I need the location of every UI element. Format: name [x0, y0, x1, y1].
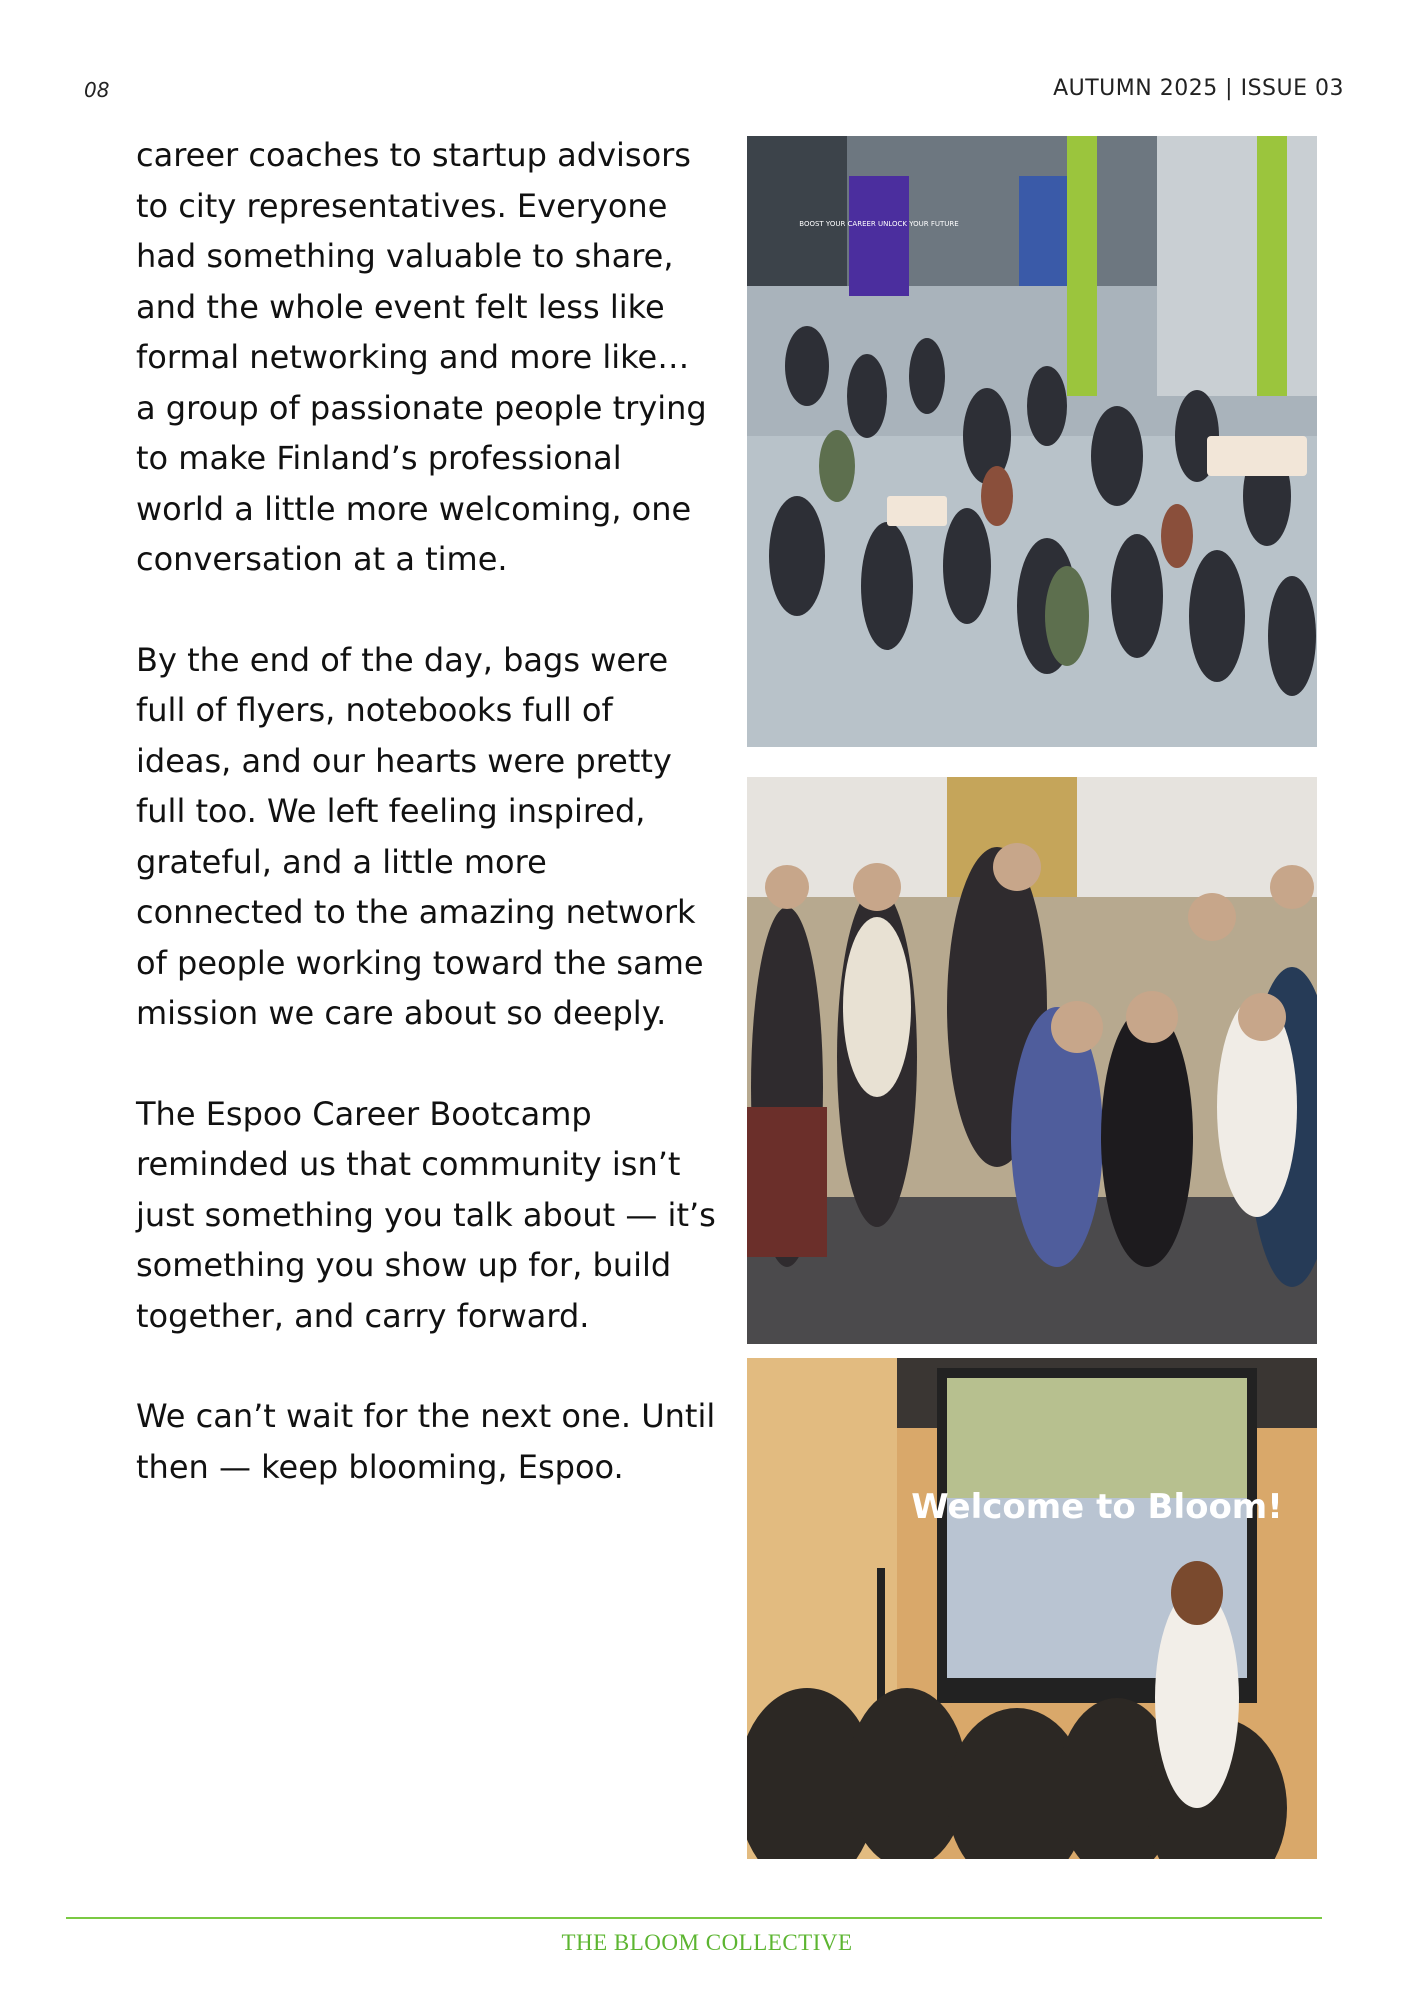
- article-paragraph: career coaches to startup advisors to city representatives. Everyone had something valuable to share, and the whole event felt less like formal networking and more like… a group of passionate people trying to make Finland’s professional world a little more welcoming, one conversation at a time.: [136, 136, 707, 578]
- slide-title: Welcome to Bloom!: [911, 1487, 1283, 1527]
- article-body: [136, 130, 716, 1542]
- networking-crowd-photo: [747, 136, 1317, 747]
- issue-label: AUTUMN 2025 | ISSUE 03: [1053, 76, 1344, 101]
- audience-chatting-photo: [747, 777, 1317, 1344]
- footer-divider: [66, 1917, 1322, 1919]
- presentation-photo: [747, 1358, 1317, 1859]
- footer-brand: THE BLOOM COLLECTIVE: [561, 1930, 853, 1955]
- article-paragraph: By the end of the day, bags were full of flyers, notebooks full of ideas, and our hearts were pretty full too. We left feeling inspired, grateful, and a little more connected to the amazing network of people working toward the same mission we care about so deeply.: [136, 640, 704, 1032]
- page-number: 08: [84, 78, 110, 102]
- banner-text: BOOST YOUR CAREER UNLOCK YOUR FUTURE: [799, 220, 959, 228]
- article-paragraph: We can’t wait for the next one. Until then — keep blooming, Espoo.: [136, 1397, 716, 1486]
- article-paragraph: The Espoo Career Bootcamp reminded us that community isn’t just something you talk about — it’s something you show up for, build together, and carry forward.: [136, 1094, 716, 1335]
